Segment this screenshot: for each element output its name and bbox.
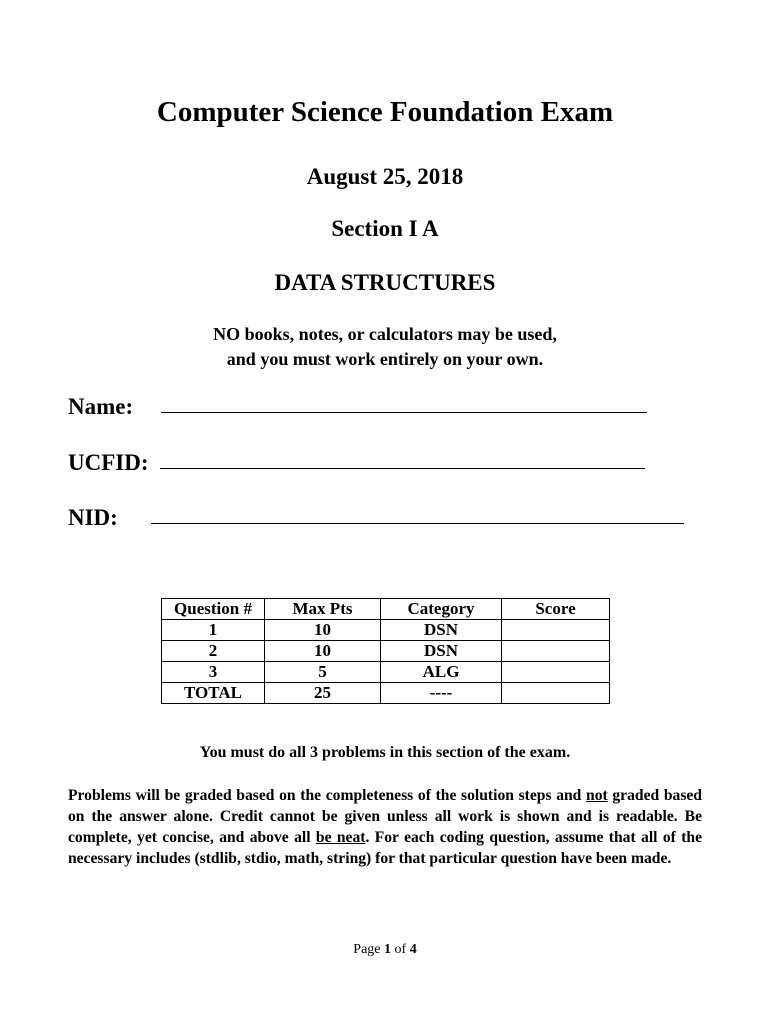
page-footer [0,942,770,958]
cell-max-pts: 10 [265,620,381,641]
exam-title: Computer Science Foundation Exam [156,96,614,128]
cell-max-pts: 5 [265,662,381,683]
cell-category: ALG [381,662,502,683]
cell-score[interactable] [502,662,610,683]
header-question: Question # [162,599,265,620]
exam-date: August 25, 2018 [306,164,464,189]
page-word: Page [353,942,381,957]
exam-rules [0,322,770,372]
score-table-header [162,599,610,620]
cell-score[interactable] [502,620,610,641]
ucfid-label: UCFID: [68,450,149,475]
ucfid-field[interactable] [160,468,645,469]
cell-max-pts: 25 [265,683,381,704]
header-max-pts: Max Pts [265,599,381,620]
cell-question: TOTAL [162,683,265,704]
of-word: of [394,942,407,957]
cell-category: ---- [381,683,502,704]
grading-text-2: graded based on the answer alone. Credit cannot be given unless all work is shown and is readable. Be complete, yet concise, and above all [68,787,702,846]
cell-question: 1 [162,620,265,641]
table-row-total [162,683,610,704]
cell-score[interactable] [502,683,610,704]
page-total: 4 [409,942,417,957]
cell-max-pts: 10 [265,641,381,662]
rules-line-2: and you must work entirely on your own. [226,349,544,369]
nid-label: NID: [68,505,118,530]
exam-section: Section I A [331,216,439,241]
score-table [161,598,610,704]
exam-subject: DATA STRUCTURES [274,270,496,295]
nid-field[interactable] [151,523,684,524]
rules-line-1: NO books, notes, or calculators may be used, [213,324,557,344]
header-score: Score [502,599,610,620]
grading-text-3: . For each coding question, assume that all of the necessary includes (stdlib, stdio, math, string) for that particular question have been made. [68,829,703,867]
grading-paragraph [68,785,702,869]
cell-category: DSN [381,620,502,641]
name-field[interactable] [161,412,647,413]
name-label: Name: [68,394,134,419]
grading-emphasis-be-neat: be neat [315,829,366,846]
cell-category: DSN [381,641,502,662]
header-category: Category [381,599,502,620]
grading-text-1: Problems will be graded based on the completeness of the solution steps and [68,787,587,804]
table-row [162,641,610,662]
cell-question: 3 [162,662,265,683]
instruction-main: You must do all 3 problems in this section of the exam. [199,744,571,761]
cell-score[interactable] [502,641,610,662]
table-row [162,620,610,641]
page-number: 1 [384,942,392,957]
cell-question: 2 [162,641,265,662]
table-row [162,662,610,683]
grading-emphasis-not: not [586,787,608,804]
